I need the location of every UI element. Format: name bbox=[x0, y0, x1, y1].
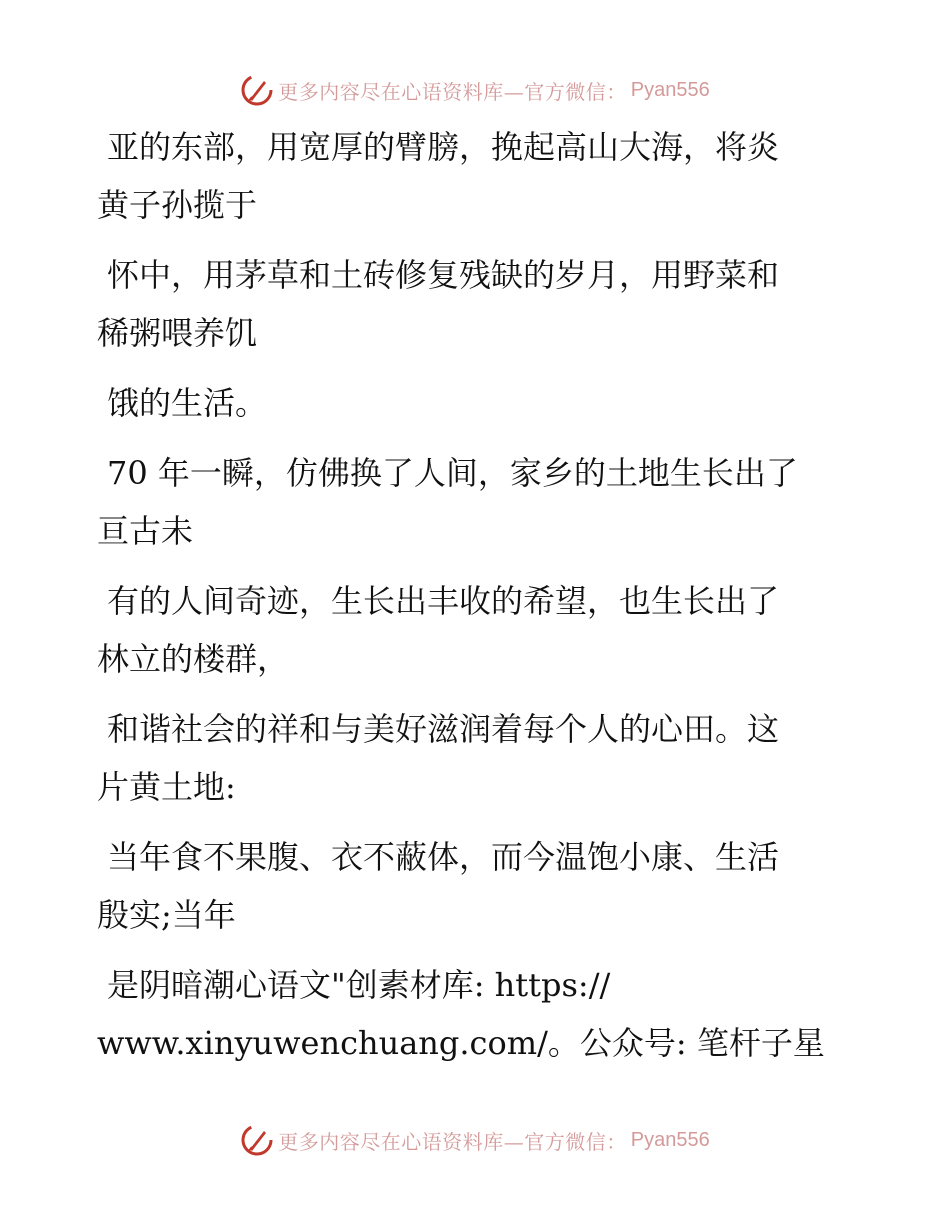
text-line: 林立的楼群， bbox=[97, 640, 290, 678]
document-body bbox=[97, 118, 857, 1084]
paragraph bbox=[97, 828, 857, 944]
header-banner-text: 更多内容尽在心语资料库—官方微信： bbox=[278, 79, 627, 104]
text-line: 稀粥喂养饥 bbox=[97, 314, 258, 352]
text-line: 当年食不果腹、衣不蔽体，而今温饱小康、生活 bbox=[107, 838, 780, 876]
text-line: 殷实;当年 bbox=[97, 896, 236, 934]
paragraph bbox=[97, 118, 857, 234]
text-line: 和谐社会的祥和与美好滋润着每个人的心田。这 bbox=[107, 710, 780, 748]
text-line: 亘古未 bbox=[97, 512, 194, 550]
text-line: 怀中，用茅草和土砖修复残缺的岁月，用野菜和 bbox=[107, 256, 780, 294]
paragraph bbox=[97, 572, 857, 688]
text-line: 黄子孙揽于 bbox=[97, 186, 258, 224]
text-line: www.xinyuwenchuang.com/。公众号: 笔杆子星 bbox=[97, 1024, 825, 1062]
text-line: 有的人间奇迹，生长出丰收的希望，也生长出了 bbox=[107, 582, 780, 620]
footer-watermark-banner bbox=[0, 1118, 950, 1162]
paragraph bbox=[97, 444, 857, 560]
text-line: 70 年一瞬，仿佛换了人间，家乡的土地生长出了 bbox=[107, 454, 798, 492]
paragraph bbox=[97, 374, 857, 432]
quill-logo-icon bbox=[240, 73, 274, 107]
header-banner-wechat-id: Pyan556 bbox=[630, 78, 710, 101]
footer-banner-wechat-id: Pyan556 bbox=[630, 1128, 710, 1151]
paragraph bbox=[97, 956, 857, 1072]
text-line: 饿的生活。 bbox=[107, 384, 268, 422]
quill-logo-icon bbox=[240, 1123, 274, 1157]
header-watermark-banner bbox=[0, 68, 950, 112]
footer-banner-text: 更多内容尽在心语资料库—官方微信： bbox=[278, 1129, 627, 1154]
paragraph bbox=[97, 246, 857, 362]
text-line: 是阴暗潮心语文"创素材库: https:// bbox=[107, 966, 611, 1004]
text-line: 亚的东部，用宽厚的臂膀，挽起高山大海，将炎 bbox=[107, 128, 780, 166]
text-line: 片黄土地: bbox=[97, 768, 236, 806]
paragraph bbox=[97, 700, 857, 816]
